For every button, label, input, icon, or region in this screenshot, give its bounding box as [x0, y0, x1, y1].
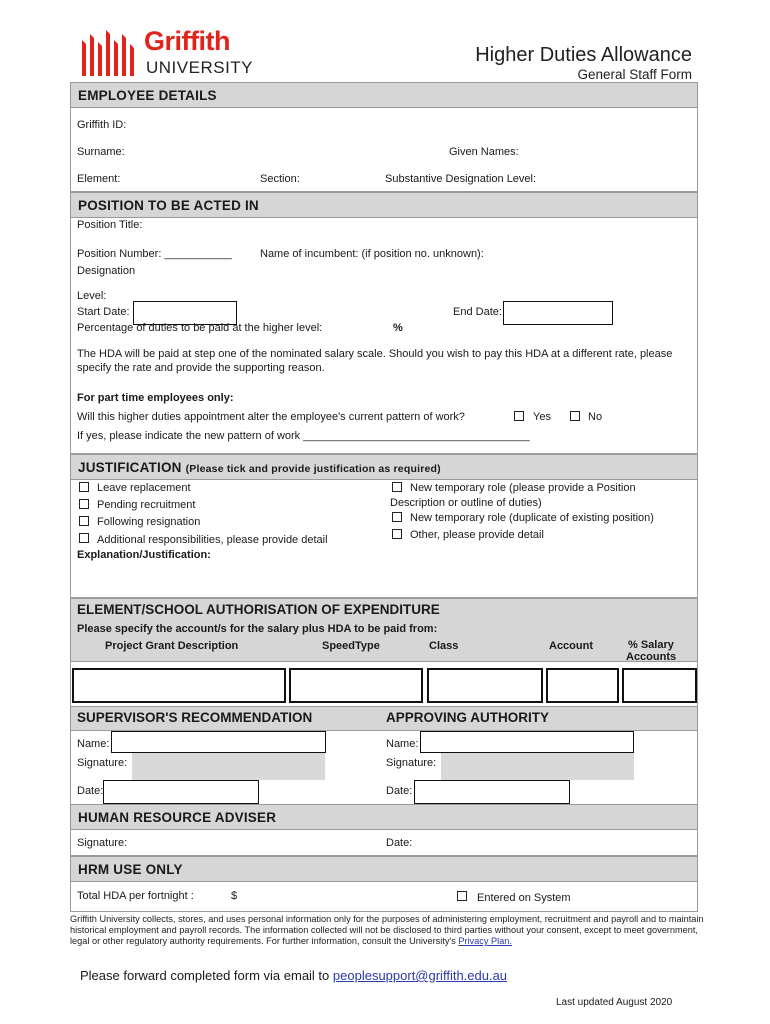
hrm-header — [70, 856, 698, 882]
last-updated: Last updated August 2020 — [556, 997, 673, 1008]
yes-label: Yes — [533, 411, 551, 423]
supervisor-title: SUPERVISOR'S RECOMMENDATION — [77, 710, 313, 725]
col-speedtype: SpeedType — [322, 640, 380, 652]
class-input[interactable] — [427, 668, 543, 703]
given-names-label: Given Names: — [449, 146, 519, 158]
supervisor-signature-field[interactable] — [132, 753, 325, 780]
following-resignation-label: Following resignation — [97, 516, 201, 528]
following-resignation-checkbox[interactable] — [79, 516, 89, 526]
end-date-input[interactable] — [503, 301, 613, 325]
percent-sign: % — [393, 322, 403, 334]
justification-heading-text: JUSTIFICATION — [78, 460, 182, 475]
additional-responsibilities-label: Additional responsibilities, please provide detail — [97, 534, 328, 546]
form-subtitle: General Staff Form — [577, 67, 692, 82]
supervisor-date-label: Date: — [77, 785, 104, 797]
hr-date-field[interactable] — [414, 832, 570, 854]
new-pattern-label: If yes, please indicate the new pattern of work _____________________________________ — [77, 430, 530, 442]
logo-word-griffith: Griffith — [144, 26, 230, 56]
element-label: Element: — [77, 173, 121, 185]
total-hda-label: Total HDA per fortnight : — [77, 890, 194, 902]
pending-recruitment-label: Pending recruitment — [97, 499, 196, 511]
position-header — [70, 192, 698, 218]
logo-word-university: UNIVERSITY — [146, 58, 254, 77]
col-account: Account — [549, 640, 593, 652]
privacy-text: Griffith University collects, stores, and uses personal information only for the purposes of administering employment, recruitment and payroll and to maintain historical employment and payroll records. The information collected will not be disclosed to third parties without your consent, except to meet government, legal or other regulatory authority requirements. For further information, consult the University's — [70, 914, 704, 946]
supervisor-name-input[interactable] — [111, 731, 326, 753]
supervisor-date-input[interactable] — [103, 780, 259, 804]
salary-percent-input[interactable] — [622, 668, 697, 703]
dollar-sign: $ — [231, 890, 238, 902]
griffith-id-label: Griffith ID: — [77, 119, 127, 131]
hr-date-label: Date: — [386, 837, 413, 849]
approving-name-input[interactable] — [420, 731, 634, 753]
griffith-logo — [80, 26, 260, 80]
position-number-label: Position Number: ___________ — [77, 248, 232, 260]
new-temporary-role-label-line1: New temporary role (please provide a Position — [410, 482, 636, 494]
hr-adviser-frame — [70, 830, 698, 856]
approving-signature-field[interactable] — [441, 753, 634, 780]
incumbent-label: Name of incumbent: (if position no. unknown): — [260, 248, 484, 260]
col-project-grant: Project Grant Description — [105, 640, 239, 652]
leave-replacement-label: Leave replacement — [97, 482, 191, 494]
forward-text: Please forward completed form via email to — [80, 968, 330, 983]
col-salary-line1: % Salary — [628, 639, 674, 651]
flame-logo-icon — [80, 30, 142, 78]
surname-label: Surname: — [77, 146, 125, 158]
designation-label: Designation — [77, 265, 136, 277]
hrm-title: HRM USE ONLY — [78, 862, 183, 877]
additional-responsibilities-checkbox[interactable] — [79, 533, 89, 543]
approving-signature-label: Signature: — [386, 757, 437, 769]
explanation-field[interactable] — [77, 564, 689, 594]
forward-instruction — [80, 968, 507, 983]
position-title: POSITION TO BE ACTED IN — [78, 198, 259, 213]
explanation-label: Explanation/Justification: — [77, 549, 211, 561]
position-title-label: Position Title: — [77, 219, 143, 231]
new-temporary-role-checkbox[interactable] — [392, 482, 402, 492]
duplicate-role-checkbox[interactable] — [392, 512, 402, 522]
employee-details-title: EMPLOYEE DETAILS — [78, 88, 217, 103]
authorisation-title: ELEMENT/SCHOOL AUTHORISATION OF EXPENDITURE — [77, 602, 440, 617]
privacy-notice — [70, 914, 715, 947]
privacy-plan-link[interactable]: Privacy Plan. — [458, 936, 512, 946]
new-temporary-role-label-line2: Description or outline of duties) — [390, 497, 542, 509]
duplicate-role-label: New temporary role (duplicate of existing position) — [410, 512, 654, 524]
project-grant-input[interactable] — [72, 668, 286, 703]
other-checkbox[interactable] — [392, 529, 402, 539]
email-link[interactable]: peoplesupport@griffith.edu.au — [332, 968, 508, 983]
form-title: Higher Duties Allowance — [475, 44, 692, 66]
entered-on-system-label: Entered on System — [477, 892, 571, 904]
hr-adviser-title: HUMAN RESOURCE ADVISER — [78, 810, 277, 825]
supervisor-name-label: Name: — [77, 738, 110, 750]
part-time-heading: For part time employees only: — [77, 392, 234, 404]
designation-level-label: Substantive Designation Level: — [385, 173, 537, 185]
employee-details-frame — [70, 108, 698, 192]
employee-details-header — [70, 82, 698, 108]
no-label: No — [588, 411, 603, 423]
section-label: Section: — [260, 173, 300, 185]
end-date-label: End Date: — [453, 306, 502, 318]
percentage-label: Percentage of duties to be paid at the higher level: — [77, 322, 323, 334]
no-checkbox[interactable] — [570, 411, 580, 421]
col-class: Class — [429, 640, 459, 652]
authorisation-instruction: Please specify the account/s for the salary plus HDA to be paid from: — [77, 623, 438, 635]
justification-title — [78, 460, 441, 475]
approving-name-label: Name: — [386, 738, 419, 750]
leave-replacement-checkbox[interactable] — [79, 482, 89, 492]
approving-date-label: Date: — [386, 785, 413, 797]
start-date-label: Start Date: — [77, 306, 130, 318]
pattern-question: Will this higher duties appointment alter the employee's current pattern of work? — [77, 411, 465, 423]
yes-checkbox[interactable] — [514, 411, 524, 421]
pending-recruitment-checkbox[interactable] — [79, 499, 89, 509]
other-label: Other, please provide detail — [410, 529, 544, 541]
justification-header — [70, 454, 698, 480]
hr-signature-label: Signature: — [77, 837, 128, 849]
level-label: Level: — [77, 290, 107, 302]
col-salary-line2: Accounts — [626, 651, 677, 663]
speedtype-input[interactable] — [289, 668, 423, 703]
account-input[interactable] — [546, 668, 619, 703]
hr-adviser-header — [70, 804, 698, 830]
supervisor-signature-label: Signature: — [77, 757, 128, 769]
hda-note: The HDA will be paid at step one of the nominated salary scale. Should you wish to pay this HDA at a different rate, please specify the rate and provide the supporting reason. — [77, 348, 673, 374]
approving-date-input[interactable] — [414, 780, 570, 804]
justification-heading-note: (Please tick and provide justification as required) — [185, 463, 441, 475]
approving-title: APPROVING AUTHORITY — [386, 710, 550, 725]
entered-on-system-checkbox[interactable] — [457, 891, 467, 901]
